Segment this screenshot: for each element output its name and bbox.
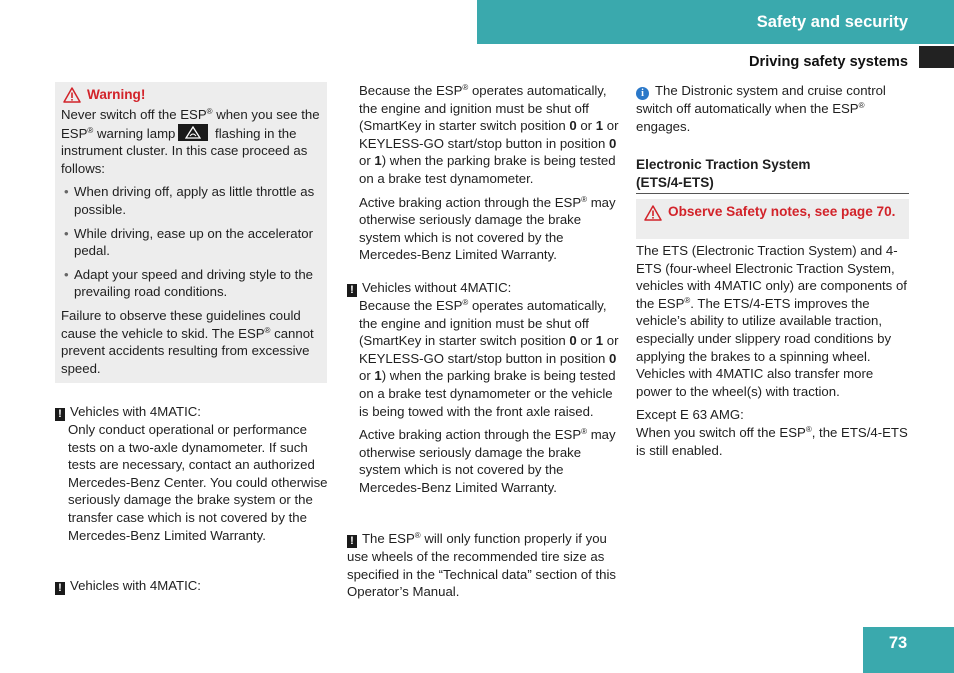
note-label: ! Vehicles without 4MATIC: [347, 279, 621, 297]
paragraph: When you switch off the ESP®, the ETS/4-ETS is still enabled. [636, 424, 908, 458]
list-item: • While driving, ease up on the accelerator pedal. [61, 225, 321, 260]
paragraph: Active braking action through the ESP® may otherwise seriously damage the brake system which is not covered by the Mercedes-Benz Limited Warranty. [359, 194, 616, 263]
note-label: ! Vehicles with 4MATIC: [55, 577, 327, 595]
paragraph: Because the ESP® operates automatically, the engine and ignition must be shut off (SmartKey in starter switch position 0 or 1 or KEYLESS-GO start/stop button in position 0 or 1) when the parking brake is being tested on a brake test dynamometer or the vehicle is being towed with the front axle raised. [359, 298, 619, 419]
page-number: 73 [888, 634, 908, 652]
observe-safety-box [636, 199, 909, 239]
header-bar [477, 0, 954, 44]
warning-bullet-list [61, 183, 321, 301]
warning-footer: Failure to observe these guidelines could cause the vehicle to skid. The ESP® cannot prevent accidents resulting from excessive speed. [61, 307, 314, 376]
chapter-tab-marker [919, 46, 954, 68]
exclamation-icon: ! [55, 408, 65, 421]
warning-heading [61, 85, 321, 104]
paragraph: Except E 63 AMG: [636, 407, 744, 423]
page-number-box [863, 627, 954, 673]
warning-triangle-icon [644, 205, 662, 221]
info-distronic [636, 82, 908, 135]
note-4matic-dynamometer [55, 403, 329, 544]
note-4matic-continued [55, 577, 327, 595]
section-title: Safety and security [756, 13, 908, 31]
paragraph: ! The ESP® will only function properly if you use wheels of the recommended tire size as specified in the “Technical data” section of this Operator’s Manual. [347, 531, 617, 600]
warning-heading-text: Warning! [87, 86, 146, 102]
exclamation-icon: ! [347, 535, 357, 548]
list-item: • When driving off, apply as little throttle as possible. [61, 183, 321, 218]
note-without-4matic [347, 279, 621, 503]
exclamation-icon: ! [347, 284, 357, 297]
warning-triangle-icon [63, 87, 81, 103]
paragraph: i The Distronic system and cruise control switch off automatically when the ESP® engages. [636, 83, 886, 134]
note-tire-size [347, 530, 621, 601]
exclamation-icon: ! [55, 582, 65, 595]
ets-heading: Electronic Traction System (ETS/4-ETS) [636, 156, 909, 194]
info-icon: i [636, 87, 649, 100]
esp-warning-lamp-icon [178, 124, 208, 141]
subsection-title: Driving safety systems [749, 54, 908, 70]
warning-box [55, 82, 327, 383]
paragraph: Active braking action through the ESP® may otherwise seriously damage the brake system which is not covered by the Mercedes-Benz Limited Warranty. [359, 427, 616, 495]
ets-body [636, 242, 908, 459]
paragraph: Because the ESP® operates automatically, the engine and ignition must be shut off (SmartKey in starter switch position 0 or 1 or KEYLESS-GO start/stop button in position 0 or 1) when the parking brake is being tested on a brake test dynamometer. [359, 83, 619, 186]
note-label: ! Vehicles with 4MATIC: [55, 403, 329, 421]
note-text: Only conduct operational or performance tests on a two-axle dynamometer. If such tests are necessary, contact an authorized Mercedes-Benz Center. You could otherwise seriously damage the brake system or the transfer case which is not covered by the Mercedes-Benz Limited Warranty. [68, 422, 328, 543]
warning-intro: Never switch off the ESP® when you see the ESP® warning lamp flashing in the instrument cluster. In this case proceed as follows: [61, 107, 320, 176]
observe-safety-link[interactable]: Observe Safety notes, see page 70. [668, 204, 896, 219]
esp-automatic-block [359, 82, 621, 270]
paragraph: The ETS (Electronic Traction System) and 4-ETS (four-wheel Electronic Traction System, vehicles with 4MATIC only) are components of the ESP®. The ETS/4-ETS improves the vehicle’s ability to utilize available traction, especially under slippery road conditions by applying the brakes to a spinning wheel. Vehicles with 4MATIC also transfer more power to the wheel(s) with traction. [636, 243, 907, 399]
list-item: • Adapt your speed and driving style to the prevailing road conditions. [61, 266, 321, 301]
